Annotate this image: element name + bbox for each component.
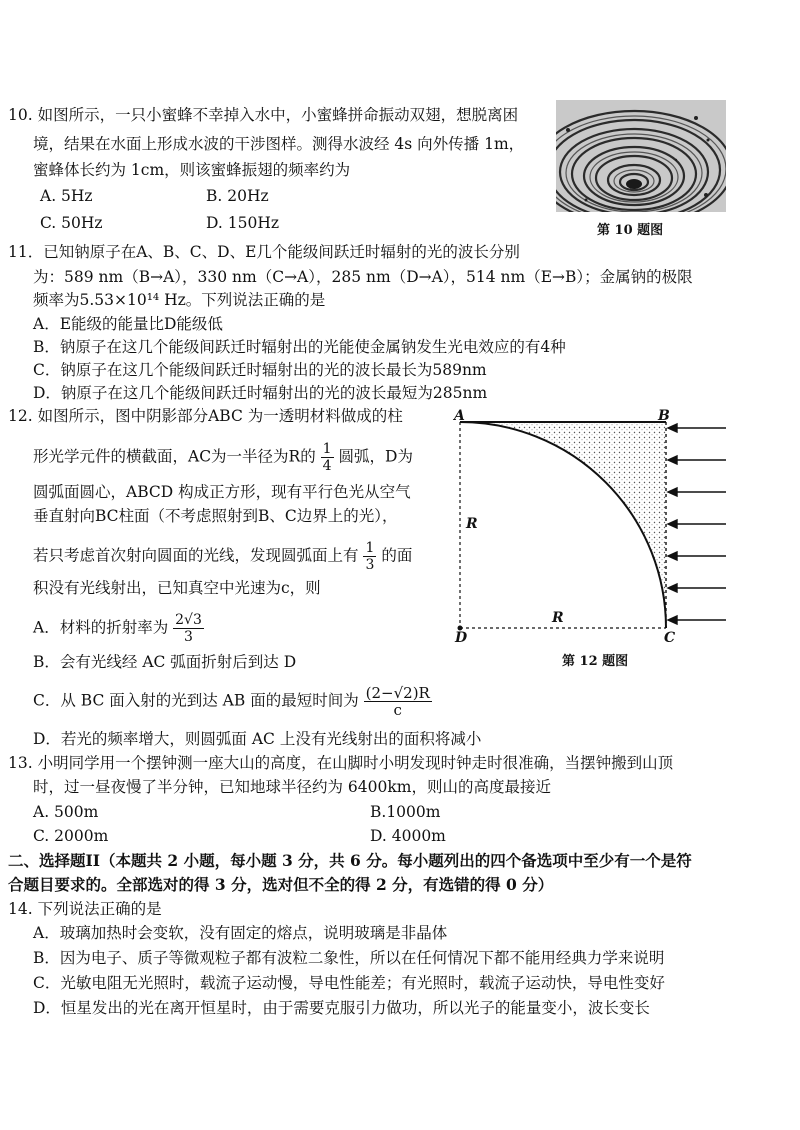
q11-line1: 11．已知钠原子在A、B、C、D、E几个能级间跃迁时辐射的光的波长分别: [8, 243, 520, 261]
q12-diagram: [448, 406, 730, 646]
shortest-time-fraction: [364, 685, 432, 718]
radius-label-left: R: [466, 516, 478, 532]
radius-label-bottom: R: [552, 610, 564, 626]
q10-line3: 蜜蜂体长约为 1cm，则该蜜蜂振翅的频率约为: [33, 161, 351, 179]
fraction-numerator: 1: [365, 540, 375, 556]
q13-line1: 13. 小明同学用一个摆钟测一座大山的高度，在山脚时小明发现时钟走时很准确，当摆钟搬到山顶: [8, 754, 674, 772]
q12-line5: [33, 540, 412, 573]
q12-option-c: [33, 685, 432, 718]
q13-option-c: C. 2000m: [33, 827, 109, 845]
q10-option-c: C. 50Hz: [40, 214, 103, 232]
fraction-one-third: [363, 540, 376, 573]
point-label-c: C: [664, 630, 676, 646]
fraction-denominator: 3: [184, 629, 193, 645]
fraction-numerator: 2√3: [175, 612, 202, 628]
q13-line2: 时，过一昼夜慢了半分钟，已知地球半径约为 6400km，则山的高度最接近: [33, 778, 551, 796]
point-label-a: A: [454, 408, 465, 424]
q14-line1: 14. 下列说法正确的是: [8, 900, 162, 918]
point-label-d: D: [455, 630, 468, 646]
fraction-denominator: 4: [322, 458, 332, 474]
q12-line3: 圆弧面圆心，ABCD 构成正方形，现有平行色光从空气: [33, 483, 411, 501]
q14-option-b: B．因为电子、质子等微观粒子都有波粒二象性，所以在任何情况下都不能用经典力学来说明: [33, 949, 665, 967]
q10-option-b: B. 20Hz: [206, 187, 269, 205]
q10-option-a: A. 5Hz: [40, 187, 93, 205]
q11-option-b: B．钠原子在这几个能级间跃迁时辐射出的光能使金属钠发生光电效应的有4种: [33, 338, 566, 356]
q12-option-d: D．若光的频率增大，则圆弧面 AC 上没有光线射出的面积将减小: [33, 730, 482, 748]
q12-caption: 第 12 题图: [562, 654, 629, 669]
q12-option-b: B．会有光线经 AC 弧面折射后到达 D: [33, 653, 297, 671]
section-2-header-line2: 合题目要求的。全部选对的得 3 分，选对但不全的得 2 分，有选错的得 0 分）: [8, 875, 554, 894]
fraction-denominator: c: [393, 701, 402, 719]
q14-option-c: C．光敏电阻无光照时，载流子运动慢，导电性能差；有光照时，载流子运动快，导电性变好: [33, 974, 665, 992]
q12-line5-text-b: 的面: [381, 546, 413, 565]
q12-option-a: [33, 612, 204, 645]
point-label-b: B: [658, 408, 670, 424]
q12-line4: 垂直射向BC柱面（不考虑照射到B、C边界上的光），: [33, 507, 398, 525]
q11-line3: 频率为5.53×10¹⁴ Hz。下列说法正确的是: [33, 291, 326, 309]
section-2-header-line1: 二、选择题II（本题共 2 小题，每小题 3 分，共 6 分。每小题列出的四个备选项中至少有一个是符: [8, 851, 692, 870]
q12-line2-text-a: 形光学元件的横截面，AC为一半径为R的: [33, 447, 316, 466]
q10-line2: 境，结果在水面上形成水波的干涉图样。测得水波经 4s 向外传播 1m，: [33, 135, 525, 153]
q13-option-d: D. 4000m: [370, 827, 446, 845]
q12-line2: [33, 441, 413, 474]
q11-option-a: A．E能级的能量比D能级低: [33, 315, 223, 333]
q12-line1: 12. 如图所示，图中阴影部分ABC 为一透明材料做成的柱: [8, 407, 403, 425]
q13-option-a: A. 500m: [33, 803, 99, 821]
q10-line1: 10. 如图所示，一只小蜜蜂不幸掉入水中，小蜜蜂拼命振动双翅，想脱离困: [8, 106, 519, 124]
q12-line2-text-b: 圆弧，D为: [338, 447, 413, 466]
q12-line6: 积没有光线射出，已知真空中光速为c，则: [33, 579, 321, 597]
q11-option-d: D．钠原子在这几个能级间跃迁时辐射出的光的波长最短为285nm: [33, 384, 488, 402]
q10-caption: 第 10 题图: [597, 223, 664, 238]
q13-option-b: B.1000m: [370, 803, 441, 821]
refractive-index-fraction: [173, 612, 204, 645]
fraction-numerator: 1: [322, 441, 332, 457]
q10-ripple-photo: [556, 100, 726, 212]
fraction-one-quarter: [321, 441, 334, 474]
q11-option-c: C．钠原子在这几个能级间跃迁时辐射出的光的波长最长为589nm: [33, 361, 487, 379]
q12-line5-text-a: 若只考虑首次射向圆面的光线，发现圆弧面上有: [33, 546, 359, 565]
q10-option-d: D. 150Hz: [206, 214, 279, 232]
fraction-denominator: 3: [365, 557, 375, 573]
fraction-numerator: (2−√2)R: [365, 684, 430, 702]
q11-line2: 为：589 nm（B→A），330 nm（C→A），285 nm（D→A），514 nm（E→B）；金属钠的极限: [33, 268, 693, 286]
q12-option-c-text: C．从 BC 面入射的光到达 AB 面的最短时间为: [33, 691, 359, 710]
q12-option-a-text: A．材料的折射率为: [33, 618, 169, 637]
q14-option-d: D．恒星发出的光在离开恒星时，由于需要克服引力做功，所以光子的能量变小，波长变长: [33, 999, 650, 1017]
q14-option-a: A．玻璃加热时会变软，没有固定的熔点，说明玻璃是非晶体: [33, 924, 448, 942]
